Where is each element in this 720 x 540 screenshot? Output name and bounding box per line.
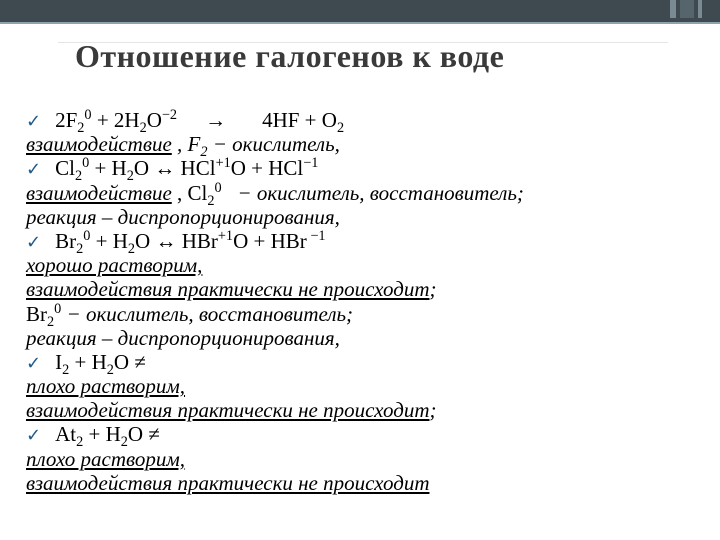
text-part: реакция – диспропорционирования, xyxy=(26,325,340,350)
underlined-text: хорошо растворим, xyxy=(26,253,203,278)
subscript: 2 xyxy=(120,434,128,451)
text-part: ; xyxy=(429,277,437,302)
underlined-text: взаимодействия практически не происходит xyxy=(26,277,430,302)
text-part: − окислитель, xyxy=(207,132,340,157)
underlined-text: плохо растворим, xyxy=(26,446,186,471)
subscript: 2 xyxy=(200,144,208,161)
subscript: 2 xyxy=(127,241,136,258)
description-line xyxy=(26,447,706,471)
description-line xyxy=(26,179,706,209)
underlined-text: взаимодействие xyxy=(26,132,172,157)
formula-part: O ↔ HBr xyxy=(135,228,218,253)
corner-accent xyxy=(670,0,676,18)
subscript: 2 xyxy=(76,241,84,258)
subscript: 2 xyxy=(47,313,55,330)
reaction-chlorine xyxy=(26,155,706,185)
superscript: 0 xyxy=(83,227,91,244)
formula-part: + H xyxy=(90,228,128,253)
corner-accent xyxy=(698,0,702,18)
text-part: − окислитель, восстановитель; xyxy=(221,180,524,205)
formula-part: + H xyxy=(89,156,127,181)
top-bar xyxy=(0,0,720,22)
description-line xyxy=(26,300,706,330)
formula-part: O ↔ HCl xyxy=(133,156,216,181)
formula-part: O ≠ xyxy=(127,422,160,447)
subscript: 2 xyxy=(62,362,70,379)
underlined-text: взаимодействия практически не происходит xyxy=(26,470,430,495)
formula-part: 2F xyxy=(55,108,78,132)
subscript: 2 xyxy=(207,192,215,209)
superscript: −1 xyxy=(306,227,326,244)
check-icon: ✓ xyxy=(26,352,42,374)
check-icon: ✓ xyxy=(26,425,42,447)
check-icon: ✓ xyxy=(26,111,42,132)
formula-part: Cl xyxy=(55,156,75,181)
description-line xyxy=(26,132,706,161)
description-line xyxy=(26,374,706,398)
reaction-bromine xyxy=(26,227,706,258)
formula-part: 4HF + O xyxy=(262,108,337,132)
reaction-astatine xyxy=(26,422,706,451)
superscript: 0 xyxy=(84,107,92,123)
formula-part: Br xyxy=(26,301,47,326)
superscript: +1 xyxy=(217,227,234,244)
check-icon: ✓ xyxy=(26,159,42,181)
text-part: , Cl xyxy=(171,180,208,205)
superscript: −1 xyxy=(303,155,319,172)
underlined-text: плохо растворим, xyxy=(26,374,186,399)
formula-part: O xyxy=(146,108,162,132)
subscript: 2 xyxy=(77,120,85,137)
description-line xyxy=(26,253,706,277)
formula-part: + H xyxy=(83,422,121,447)
description-line xyxy=(26,205,706,229)
formula-part: O ≠ xyxy=(113,349,146,374)
formula-part: O + HBr xyxy=(233,228,307,253)
text-part: ; xyxy=(429,398,437,423)
formula-part: + 2H xyxy=(91,108,140,132)
subscript: 2 xyxy=(126,168,134,185)
formula-part: I xyxy=(55,349,63,374)
description-line xyxy=(26,471,706,495)
slide-body xyxy=(26,108,706,495)
description-line xyxy=(26,277,706,301)
subscript: 2 xyxy=(336,120,345,137)
subscript: 2 xyxy=(106,362,114,379)
corner-accent xyxy=(680,0,694,18)
page-title: Отношение галогенов к воде xyxy=(75,38,505,74)
underlined-text: взаимодействие xyxy=(26,180,172,205)
arrow-icon: → xyxy=(205,108,227,132)
underlined-text: взаимодействия практически не происходит xyxy=(26,398,430,423)
description-line xyxy=(26,326,706,350)
formula-part: Br xyxy=(55,228,77,253)
text-part: − окислитель, восстановитель; xyxy=(61,301,354,326)
formula-part: + H xyxy=(69,349,107,374)
superscript: 0 xyxy=(82,155,90,172)
subscript: 2 xyxy=(74,168,83,185)
superscript: +1 xyxy=(215,155,231,172)
superscript: −2 xyxy=(161,107,178,123)
reaction-iodine xyxy=(26,349,706,379)
description-line xyxy=(26,398,706,422)
subscript: 2 xyxy=(139,120,147,137)
check-icon: ✓ xyxy=(26,231,42,253)
top-bar-stripe xyxy=(0,22,720,24)
formula-part: O + HCl xyxy=(230,156,304,181)
text-part: реакция – диспропорционирования, xyxy=(26,204,340,229)
reaction-fluorine xyxy=(26,107,706,137)
superscript: 0 xyxy=(214,179,222,196)
superscript: 0 xyxy=(54,300,62,317)
formula-part: At xyxy=(55,422,77,447)
text-part: , F xyxy=(171,132,201,157)
subscript: 2 xyxy=(76,434,84,451)
